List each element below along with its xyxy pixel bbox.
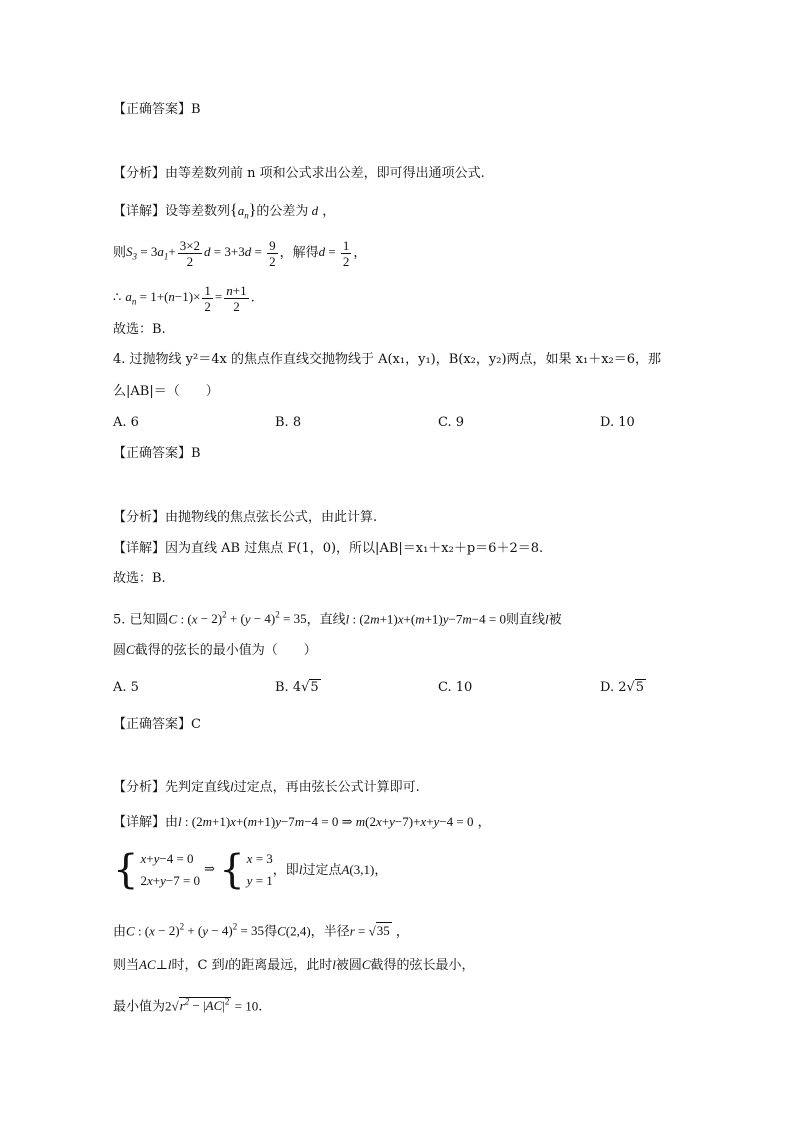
q3-answer-line <box>113 100 201 120</box>
math-l: l <box>544 611 549 627</box>
q4-option-d: D. 10 <box>600 415 635 430</box>
analysis-text: 由抛物线的焦点弦长公式，由此计算. <box>165 510 378 525</box>
answer-value: C <box>191 717 201 732</box>
math-min-value: $2√r^2 - |AC|^2 = 10$ <box>165 997 259 1014</box>
detail-text: 时，C 到 <box>171 958 225 973</box>
math-system-right: x = 3 y = 1 <box>246 851 273 888</box>
detail-text: ，即 <box>272 862 299 878</box>
q4-option-a: A. 6 <box>113 415 139 430</box>
stem-text: 5. 已知圆 <box>113 612 169 628</box>
stem-text: 截得的弦长的最小值为（ ） <box>134 643 317 658</box>
q5-detail-line1: 【详解】由l : (2m+1)x+(m+1)y−7m−4 = 0 ⇒ m(2x+y−7)+x+y−4 = 0 ， <box>113 814 491 830</box>
stem-text: ，直线 <box>306 612 346 628</box>
q5-option-c: C. 10 <box>438 680 473 695</box>
stem-text: 则直线 <box>505 612 545 628</box>
math-perpendicular: AC⊥l <box>139 957 172 972</box>
q3-detail-line2: 则$S_3 = 3a_1+$ $\frac{3\times 2}{2}$ d = 3+3d = $\frac{9}{2}$ ，解得d = $\frac{1}{2}$ ， <box>113 238 367 269</box>
answer-label: 【正确答案】 <box>113 102 192 117</box>
analysis-text: 过定点，再由弦长公式计算即可. <box>233 780 420 795</box>
math-general-term: $a_n = 1+(n-1)\times$ $\frac{1}{2}$ = $\frac{n+1}{2}$ <box>125 283 247 314</box>
detail-text: 因为直线 AB 过焦点 F(1，0)，所以|AB|＝x₁＋x₂＋p＝6＋2＝8. <box>165 541 544 556</box>
q5-option-b: B. 4√5 <box>275 680 319 695</box>
math-system-left: x+y−4 = 0 2x+y−7 = 0 <box>140 851 201 888</box>
math-line-rewrite: l : (2m+1)x+(m+1)y−7m−4 = 0 ⇒ m(2x+y−7)+x+y−4 = 0 <box>178 814 474 829</box>
math-d: d <box>308 203 319 218</box>
detail-text: 过定点 <box>302 862 342 878</box>
answer-label: 【正确答案】 <box>113 717 192 732</box>
q5-detail-line3: 由C : $(x - 2)^2 + (y - 4)^2 = 35$得C(2,4)，半径r = √35 ， <box>113 922 409 940</box>
math-c: C <box>126 642 135 657</box>
analysis-text: 由等差数列前 n 项和公式求出公差，即可得出通项公式. <box>165 166 485 181</box>
analysis-label: 【分析】 <box>113 780 166 795</box>
detail-text: 则当 <box>113 958 140 973</box>
detail-text: 则 <box>113 245 127 261</box>
q5-detail-line2: { x+y−4 = 0 2x+y−7 = 0 ⇒ { x = 3 y = 1，即l过定点A(3,1)， <box>113 847 388 893</box>
math-point-a: A(3,1) <box>341 861 375 877</box>
q4-detail-line <box>113 539 543 559</box>
q3-choose-line: 故选：B. <box>113 322 166 337</box>
sqrt-icon: √ <box>626 680 635 695</box>
q5-option-a: A. 5 <box>113 680 139 695</box>
detail-text: 截得的弦长最小， <box>370 958 475 973</box>
math-seq: $\{a_n\}$ <box>230 202 257 221</box>
q5-analysis-line <box>113 777 420 798</box>
answer-value: B <box>191 102 201 117</box>
detail-text: ，解得 <box>279 245 319 261</box>
math-center: C(2,4) <box>277 923 311 939</box>
q3-detail-line1: 【详解】设等差数列$\{a_n\}$的公差为 d ， <box>113 202 336 221</box>
detail-text: 设等差数列 <box>165 204 231 219</box>
math-sum-equation: $S_3 = 3a_1+$ $\frac{3\times 2}{2}$ d = 3+3d = $\frac{9}{2}$ <box>126 238 276 269</box>
detail-label: 【详解】 <box>113 541 166 556</box>
q4-stem-line2: 么|AB|＝（ ） <box>113 384 219 399</box>
q5-answer-line <box>113 715 201 735</box>
math-l: l <box>230 779 234 794</box>
detail-text: 得 <box>264 924 278 940</box>
brace-icon: { <box>219 847 245 893</box>
brace-icon: { <box>113 847 139 893</box>
q4-stem-line1: 4. 过抛物线 y²＝4x 的焦点作直线交抛物线于 A(x₁，y₁)，B(x₂，y₂)两点，如果 x₁＋x₂＝6，那 <box>113 352 662 367</box>
q5-stem-line1 <box>113 605 562 630</box>
detail-label: 【详解】 <box>113 815 166 830</box>
q4-option-b: B. 8 <box>275 415 302 430</box>
detail-text: 由 <box>165 815 179 830</box>
stem-text: 圆 <box>113 643 127 658</box>
analysis-text: 先判定直线 <box>165 780 231 795</box>
math-line-equation: l : (2m+1)x+(m+1)y−7m−4 = 0 <box>345 611 506 627</box>
detail-text: 的公差为 <box>256 204 309 219</box>
detail-text: 由 <box>113 924 127 940</box>
q5-option-d: D. 2√5 <box>600 680 645 695</box>
option-text: D. 2 <box>600 680 627 695</box>
q5-detail-line4 <box>113 955 475 976</box>
q4-option-c: C. 9 <box>438 415 465 430</box>
detail-text: 被圆 <box>335 958 362 973</box>
q4-choose-line: 故选：B. <box>113 571 166 586</box>
q4-answer-line <box>113 444 201 464</box>
answer-label: 【正确答案】 <box>113 446 192 461</box>
math-d-value: d = $\frac{1}{2}$ <box>318 238 350 269</box>
detail-text: 的距离最远，此时 <box>228 958 333 973</box>
sqrt-icon: √ <box>301 680 310 695</box>
therefore-symbol: ∴ <box>113 290 122 306</box>
detail-label: 【详解】 <box>113 204 166 219</box>
math-circle-equation: C : $(x - 2)^2 + (y - 4)^2 = 35$ <box>168 610 307 627</box>
answer-value: B <box>191 446 201 461</box>
math-l: l <box>224 957 229 972</box>
math-circle-equation: C : $(x - 2)^2 + (y - 4)^2 = 35$ <box>126 922 265 939</box>
q5-detail-line5: 最小值为$2√r^2 - |AC|^2 = 10$. <box>113 997 263 1015</box>
math-l: l <box>332 957 336 972</box>
option-text: B. 4 <box>275 680 302 695</box>
detail-text: ，半径 <box>310 924 350 940</box>
analysis-label: 【分析】 <box>113 166 166 181</box>
q4-analysis-line <box>113 508 377 528</box>
detail-text: 最小值为 <box>113 999 166 1015</box>
math-c: C <box>361 957 371 972</box>
q3-detail-line3: ∴ $a_n = 1+(n-1)\times$ $\frac{1}{2}$ = $\frac{n+1}{2}$ . <box>113 283 255 314</box>
stem-text: 被 <box>548 612 562 628</box>
q5-stem-line2 <box>113 640 317 661</box>
math-l: l <box>298 861 303 877</box>
analysis-label: 【分析】 <box>113 510 166 525</box>
q3-analysis-line <box>113 164 485 184</box>
math-radius: r = √35 <box>349 923 390 939</box>
